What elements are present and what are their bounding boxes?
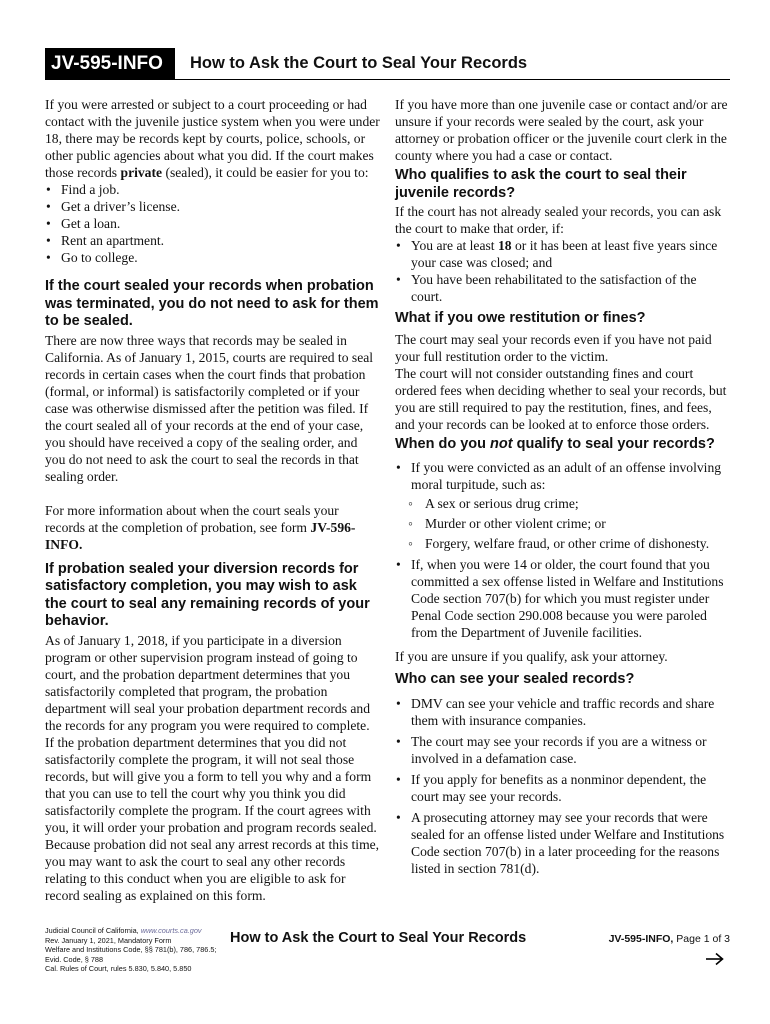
paragraph-fines: The court will not consider outstanding fines and court ordered fees when deciding whether to seal your records, but you are still required to pay the restitution, fines, and fees, and your records can be looked at to enforce those orders. xyxy=(395,365,727,432)
footer-page-count: Page 1 of 3 xyxy=(676,933,730,945)
not-qualify-list xyxy=(395,459,730,641)
list-item: • Go to college. xyxy=(45,249,380,266)
page-title: How to Ask the Court to Seal Your Records xyxy=(190,54,528,72)
form-header xyxy=(45,46,730,82)
list-item: • Find a job. xyxy=(45,181,380,198)
footer-code-line: Welfare and Institutions Code, §§ 781(b), 786, 786.5; xyxy=(45,945,217,955)
header-rule xyxy=(175,79,730,80)
paragraph-multiple-cases: If you have more than one juvenile case or contact and/or are unsure if your records were sealed by the court, ask your attorney or probation officer or the juvenile court clerk in the county where you had a case or contact. xyxy=(395,97,728,163)
list-item: • Rent an apartment. xyxy=(45,232,380,249)
footer-website-link[interactable]: www.courts.ca.gov xyxy=(140,926,202,935)
list-item: • If you apply for benefits as a nonminor dependent, the court may see your records. xyxy=(395,771,730,805)
intro-bold-word: private xyxy=(120,165,163,180)
form-reference: JV-596-INFO. xyxy=(45,519,356,552)
paragraph-diversion: As of January 1, 2018, if you participate in a diversion program or other supervision program instead of going to court, and the probation department determines that you satisfactorily completed that program, the probation department will seal your probation department records and the records for any program you were required to complete. If the probation department determines that you did not satisfactorily complete the program, it will not seal those records, but will give you a form to tell you why and a form that you can use to tell the court why you think you did satisfactorily complete the program. If the court agrees with you, it will order your probation and program records sealed. Because probation did not seal any arrest records at this time, you may want to ask the court to seal any other records relating to this conduct when you are eligible to ask for record sealing as explained on this form. xyxy=(45,632,380,903)
qualify-list xyxy=(395,237,730,305)
footer-citation xyxy=(45,926,216,974)
list-item: • The court may see your records if you are a witness or involved in a defamation case. xyxy=(395,733,730,767)
benefits-list xyxy=(45,181,380,266)
paragraph-qualify: If the court has not already sealed your records, you can ask the court to make that order, if: xyxy=(395,204,722,236)
left-column xyxy=(45,96,380,904)
heading-restitution-fines: What if you owe restitution or fines? xyxy=(395,310,646,326)
intro-paragraph xyxy=(45,96,380,181)
list-item: • Get a driver’s license. xyxy=(45,198,380,215)
more-info-text: For more information about when the court seals your records at the completion of probation, see form xyxy=(45,502,339,535)
heading-not-emphasis: not xyxy=(490,435,513,452)
footer-title: How to Ask the Court to Seal Your Records xyxy=(230,930,527,946)
paragraph-unsure: If you are unsure if you qualify, ask your attorney. xyxy=(395,649,668,664)
next-page-arrow-icon[interactable] xyxy=(705,952,725,966)
sub-list-item: ◦ A sex or serious drug crime; xyxy=(395,495,730,512)
form-id-badge: JV-595-INFO xyxy=(45,48,175,80)
page-number xyxy=(609,933,730,945)
qualify-age-text: You are at least xyxy=(411,238,495,253)
list-item: • A prosecuting attorney may see your records that were sealed for an offense listed under Welfare and Institutions Code section 707(b) in a later proceeding for the reasons listed in section 781(d). xyxy=(395,809,730,877)
list-item: • Get a loan. xyxy=(45,215,380,232)
intro-text: If you were arrested or subject to a court proceeding or had contact with the juvenile justice system when you were under 18, there may be records kept by courts, police, schools, or other public agencies about what you did. If the court makes those records xyxy=(45,97,380,180)
right-column xyxy=(395,96,730,877)
heading-not-qualify-text: When do you xyxy=(395,435,487,452)
footer-code-line: Cal. Rules of Court, rules 5.830, 5.840, 5.850 xyxy=(45,964,192,974)
who-can-see-list xyxy=(395,695,730,877)
form-footer xyxy=(45,926,730,986)
footer-revision: Rev. January 1, 2021, Mandatory Form xyxy=(45,935,172,945)
sub-list-item: ◦ Forgery, welfare fraud, or other crime of dishonesty. xyxy=(395,535,730,552)
heading-diversion-records: If probation sealed your diversion records for satisfactory completion, you may wish to ask the court to seal any remaining records of your behavior. xyxy=(45,560,370,629)
footer-form-id: JV-595-INFO, xyxy=(608,933,674,945)
paragraph-restitution: The court may seal your records even if you have not paid your full restitution order to the victim. xyxy=(395,331,712,364)
footer-council: Judicial Council of California, xyxy=(45,926,139,935)
paragraph-more-info xyxy=(45,502,380,553)
list-item: • You have been rehabilitated to the satisfaction of the court. xyxy=(395,271,730,305)
paragraph-three-ways: There are now three ways that records may be sealed in California. As of January 1, 2015, courts are required to seal records in certain cases when the court finds that probation (formal, or informal) is satisfactorily completed or if your case was otherwise dismissed after the petition was filed. If the court sealed all of your records at the end of your case, you should have received a copy of the sealing order, and you do not need to ask the court to seal the records in that sealing order. xyxy=(45,332,374,484)
footer-code-line: Evid. Code, § 788 xyxy=(45,954,104,964)
list-item: • DMV can see your vehicle and traffic records and share them with insurance companies. xyxy=(395,695,730,729)
footer-council-line xyxy=(45,926,216,936)
heading-not-qualify-text-end: qualify to seal your records? xyxy=(516,435,715,452)
heading-who-qualifies: Who qualifies to ask the court to seal their juvenile records? xyxy=(395,167,687,201)
heading-not-qualify xyxy=(395,436,730,454)
list-item: • If, when you were 14 or older, the court found that you committed a sex offense listed in Welfare and Institutions Code section 707(b) for which you must register under Penal Code section 290.008 because you were paroled from the Department of Juvenile facilities. xyxy=(395,556,730,641)
qualify-age-text-end: or it has been at least five years since your case was closed; and xyxy=(411,238,718,270)
list-item xyxy=(395,237,730,271)
heading-who-can-see: Who can see your sealed records? xyxy=(395,671,635,687)
qualify-age-number: 18 xyxy=(497,238,512,253)
intro-text-end: (sealed), it could be easier for you to: xyxy=(165,165,369,180)
list-item: • If you were convicted as an adult of an offense involving moral turpitude, such as: xyxy=(395,459,730,493)
heading-sealed-when-terminated: If the court sealed your records when probation was terminated, you do not need to ask for them to be sealed. xyxy=(45,278,379,329)
sub-list-item: ◦ Murder or other violent crime; or xyxy=(395,515,730,532)
